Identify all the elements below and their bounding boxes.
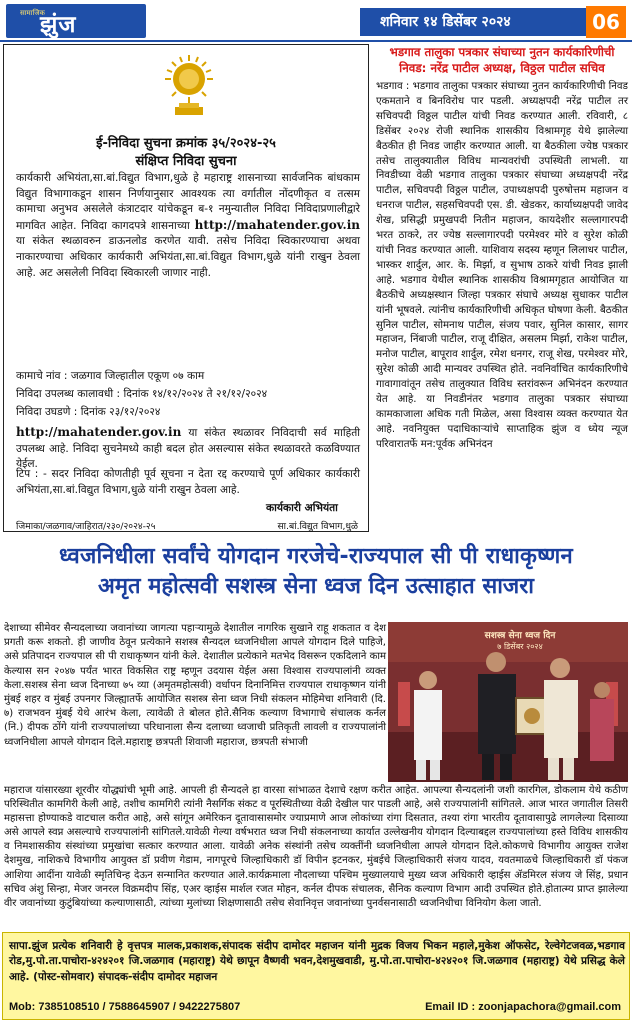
imprint-footer (2, 932, 630, 1020)
newspaper-logo (6, 4, 146, 38)
contact-mobile: Mob: 7385108510 / 7588645907 / 9422275807 (9, 1001, 241, 1013)
tender-title: संक्षिप्त निविदा सुचना (135, 154, 237, 169)
logo-tagline: सामाजिक (20, 9, 45, 17)
government-emblem-icon (161, 51, 217, 123)
tender-reference-code: जिमाका/जळगाव/जाहिरात/२३०/२०२४-२५ (16, 521, 156, 532)
tender-text-1: कार्यकारी अभियंता,सा.बां.विद्युत विभाग,धुळे हे महाराष्ट्र शासनाच्या सार्वजनिक बांधकाम विद्युत विभागाकडून शासन निर्णयानुसार आवश्यक त्या वर्गातील नोंदणीकृत व तत्सम कामाचा अनुभव असलेले कंत्राटदार यांचेकडून ब-१ नमुन्यातील निविदा निविदाप्रणालीद्वारे मागवित आहेत. निविदा कागदपत्रे शासनाच्या (16, 172, 360, 232)
event-photo (388, 622, 628, 782)
imprint-text: सापा.झुंज प्रत्येक शनिवारी हे वृत्तपत्र मालक,प्रकाशक,संपादक संदीप दामोदर महाजन यांनी मुद्रक विजय भिकन महाले,मुकेश ऑफसेट, रेल्वेगेटजवळ,भडगाव रोड,मु.पो.ता.पाचोरा-४२४२०१ जि.जळगाव (महाराष्ट्र) येथे छापून वैष्णवी भवन,देशमुखवाडी, मु.पो.ता.पाचोरा-४२४२०१ जि.जळगाव (महाराष्ट्र) येथे प्रसिद्ध केले आहे. (पोस्ट-सोमवार) संपादक-संदीप दामोदर महाजन (9, 940, 625, 983)
article-body: भडगाव : भडगाव तालुका पत्रकार संघाच्या नुतन कार्यकारिणीची निवड एकमताने व बिनविरोध पार पडली. अध्यक्षपदी नरेंद्र पाटील तर सचिवपदी विठ्ठल पाटील यांची निवड करण्यात आली. रविवारी, ८ डिसेंबर २०२४ रोजी स्थानिक शासकीय विश्रामगृह येथे झालेल्या बैठकीत ही निवड जाहीर करण्यात आली. या बैठकीला ज्येष्ठ पत्रकार तसेच तालुक्यातील विविध मान्यवरांची उपस्थिती लाभली. या निवडीच्या वेळी भडगाव तालुका पत्रकार संघाच्या अध्यक्षपदी नरेंद्र पाटील, सचिवपदी विठ्ठल पाटील, उपाध्यक्षपदी पुरुषोत्तम महाजन व धनराज पाटील, सहसचिवपदी एस. डी. खेडकर, कार्याध्यक्षपदी जावेद शेख, प्रसिद्धी प्रमुखपदी नितीन महाजन, कायदेशीर सल्लागारपदी भरत ठाकरे, तर ज्येष्ठ सल्लागारपदी परमेश्वर मोरे व सुरेश कोळी यांची निवड करण्यात आली. याशिवाय सदस्य म्हणून लिलाधर पाटील, भास्कर शार्दुल, आर. के. मिर्झा, व सुभाष ठाकरे यांची निवड झाली आहे. भडगाव येथील स्थानिक शासकीय विश्रामगृहात आयोजित या बैठकीचे अध्यक्षस्थान जिल्हा पत्रकार संघाचे अध्यक्ष सुधाकर पाटील यांनी भूषवले. त्यांनीच कार्यकारिणीची अधिकृत घोषणा केली. बैठकीत सुनिल पाटील, सोमनाथ पाटील, संजय पवार, सुनिल कासार, सागर महाजन, निंबाजी पाटील, राजू दीक्षित, असलम मिर्झा, राकेश पाटील, मनोज पाटील, बापूराव शार्दुल, रमेश धनगर, राजू शेख, परमेश्वर मोरे, सुरेश कोळी आदी मान्यवर उपस्थित होते. नवनिर्वाचित कार्यकारिणीचे गावागावांतून तसेच तालुक्यात विविध स्तरांवरून अभिनंदन करण्यात येत आहे. या निवडीनंतर भडगाव तालुका पत्रकार संघाच्या कामकाजाला अधिक गती मिळेल, असा विश्वास व्यक्त करण्यात येत आहे. नवनियुक्त पदाधिकाऱ्यांचे साप्ताहिक झुंज व ध्येय न्यूज परिवारातर्फे मन:पूर्वक अभिनंदन (376, 81, 628, 450)
tender-signatory: कार्यकारी अभियंता (266, 502, 338, 514)
tender-department: सा.बां.विद्युत विभाग,धुळे (277, 521, 358, 532)
availability-period: निविदा उपलब्ध कालावधी : दिनांक १४/१२/२०२४ ते २१/१२/२०२४ (16, 388, 268, 400)
logo-title: झुंज (40, 12, 77, 38)
work-name: कामाचे नांव : जळगाव जिल्हातील एकूण ०७ काम (16, 370, 205, 382)
page-number: 06 (586, 6, 626, 38)
tender-website-link[interactable]: http://mahatender.gov.in (194, 217, 360, 232)
main-subheadline: अमृत महोत्सवी सशस्त्र सेना ध्वज दिन उत्साहात साजरा (98, 574, 534, 599)
photo-banner-text: सशस्त्र सेना ध्वज दिन (484, 631, 556, 641)
masthead (0, 0, 632, 40)
tender-paragraph (16, 171, 360, 281)
header-divider (0, 40, 632, 42)
photo-banner-date: ७ डिसेंबर २०२४ (497, 642, 543, 651)
tender-note: टिप : - सदर निविदा कोणतीही पूर्व सूचना न देता रद्द करण्याचे पूर्ण अधिकार कार्यकारी अभियंता,सा.बां.विद्युत विभाग,धुळे यांनी राखुन ठेवला आहे. (16, 468, 360, 496)
tender-text-2: या संकेत स्थळावरुन डाऊनलोड करणेत यावी. तसेच निविदा स्विकारण्याचा अथवा नाकारण्याचा अधिकार कार्यकारी अभियंता,सा.बां.विद्युत विभाग,धुळे यांनी राखुन ठेवला आहे. अट असलेली निविदा स्विकारली जाणार नाही. (16, 235, 360, 279)
opening-date: निविदा उघडणे : दिनांक २३/१२/२०२४ (16, 406, 161, 418)
story-text-bottom: महाराज यांसारख्या शूरवीर योद्ध्यांची भूमी आहे. आपली ही सैन्यदले हा वारसा सांभाळत देशाचे रक्षण करीत आहेत. आपल्या सैन्यदलांनी जशी कारगिल, डोकलाम येथे कठीण परिस्थितीत कामगिरी केली आहे, तशीच कामगिरी त्यांनी नैसर्गिक संकट व पूरस्थितीच्या वेळी देखील पार पाडली आहे, असे राज्यपालांनी सांगितले. आज भारत जगातील तिसरी महासत्ता होण्याकडे वाटचाल करीत आहे, असे सांगून अमेरिकन दूतावासासमोर ज्याप्रमाणे आज लोकांच्या रांगा दिसतात, तश्या रांगा भारतीय दूतावासापुढे लागलेल्या दिसाव्या असे आपले स्वप्न असल्याचे राज्यपालांनी सांगितले.यावेळी गेल्या वर्षभरात ध्वज निधी संकलनाच्या कार्यात उल्लेखनीय योगदान दिल्याबद्दल राज्यपालांच्या हस्ते विविध शासकीय व निमशासकीय संस्थांच्या प्रमुखांचा सत्कार करण्यात आला. यावेळी अनेक संस्थांनी तसेच व्यक्तींनी ध्वजनिधीला आपले योगदान दिले.कोकणचे विभागीय आयुक्त राजेश देशमुख, नाशिकचे विभागीय आयुक्त डॉ प्रवीण गेडाम, नागपूरचे जिल्हाधिकारी डॉ विपीन इटनकर, मुंबईचे जिल्हाधिकारी संजय यादव, यवतमाळचे जिल्हाधिकारी डॉ पंकज आशिया आदींना यावेळी स्मृतिचिन्ह देऊन सन्मानित करण्यात आले.कार्यक्रमाला नौदलाच्या पश्चिम मुख्यालयाचे मुख्य ध्वज अधिकारी व्हाईस ॲडमिरल संजय जे सिंह, प्रधान सचिव अंशु सिन्हा, मेजर जनरल विक्रमदीप सिंह, एअर व्हाईस मार्शल रजत मोहन, कर्नल दीपक संचालक, सैनिक कल्याण विभाग आदी उपस्थित होते.होतात्म्य प्राप्त झालेल्या वीर जवानांच्या कुटुंबियांच्या कल्याणासाठी, त्यांच्या मुलांच्या शिक्षणासाठी तसेच सेवानिवृत्त जवानांच्या पुनर्वसनासाठी ध्वजनिधीचा विनियोग केला जातो. (4, 785, 628, 909)
tender-website-link-2[interactable]: http://mahatender.gov.in (16, 425, 182, 439)
story-text-top: देशाच्या सीमेवर सैन्यदलाच्या जवानांच्या जागत्या पहाऱ्यामुळे देशातील नागरिक सुखाने राहू शकतात व देश प्रगती करू शकतो. ही जाणीव ठेवून प्रत्येकाने सशस्त्र सैन्यदल ध्वजनिधीला आपले योगदान दिले पाहिजे, असे प्रतिपादन राज्यपाल सी पी राधाकृष्णन यांनी केले. देशातील प्रत्येकाने मतभेद विसरून एकदिलाने काम केल्यास सन २०४७ पर्यंत भारत विकसित राष्ट्र म्हणून उदयास येईल असा विश्वास राज्यपालांनी व्यक्त केला.सशस्त्र सेना ध्वज दिनाच्या ७५ व्या (अमृतमहोत्सवी) वर्धापन दिनानिमित्त राज्यपाल राधाकृष्णन यांनी मुंबई शहर व मुंबई उपनगर जिल्ह्यातर्फे आयोजित सशस्त्र सेना ध्वज निधी संकलन मोहिमेचा शनिवारी (दि. ७) राजभवन मुंबई येथे आरंभ केला, त्यावेळी ते बोलत होते.सैनिक कल्याण विभागाचे संचालक कर्नल (नि.) दीपक ठोंगे यांनी राज्यपालांच्या परिधानाला सैन्य दलाच्या ध्वजाची प्रतिकृती लावली व राज्यपालांनी ध्वजनिधीला आपले योगदान दिले.महाराष्ट्र छत्रपती शिवाजी महाराज, छत्रपती संभाजी (4, 623, 386, 748)
tender-text-3: या संकेत स्थळावर निविदाची सर्व माहिती उपलब्ध आहे. निविदा सुचनेमध्ये काही बदल होत असल्यास संकेत स्थळावरते कळविण्यात येईल. (16, 427, 360, 471)
tender-reference: ई-निविदा सुचना क्रमांक ३५/२०२४-२५ (96, 136, 276, 151)
article-headline: भडगाव तालुका पत्रकार संघाच्या नुतन कार्यकारिणीची निवड: नरेंद्र पाटील अध्यक्ष, विठ्ठल पाटील सचिव (389, 45, 615, 75)
tender-notice (3, 44, 369, 532)
issue-date: शनिवार १४ डिसेंबर २०२४ (380, 14, 511, 30)
contact-email[interactable]: Email ID : zoonjapachora@gmail.com (425, 1001, 621, 1013)
tender-website-paragraph (16, 425, 360, 473)
main-headline: ध्वजनिधीला सर्वांचे योगदान गरजेचे-राज्यपाल सी पी राधाकृष्णन (59, 544, 573, 569)
